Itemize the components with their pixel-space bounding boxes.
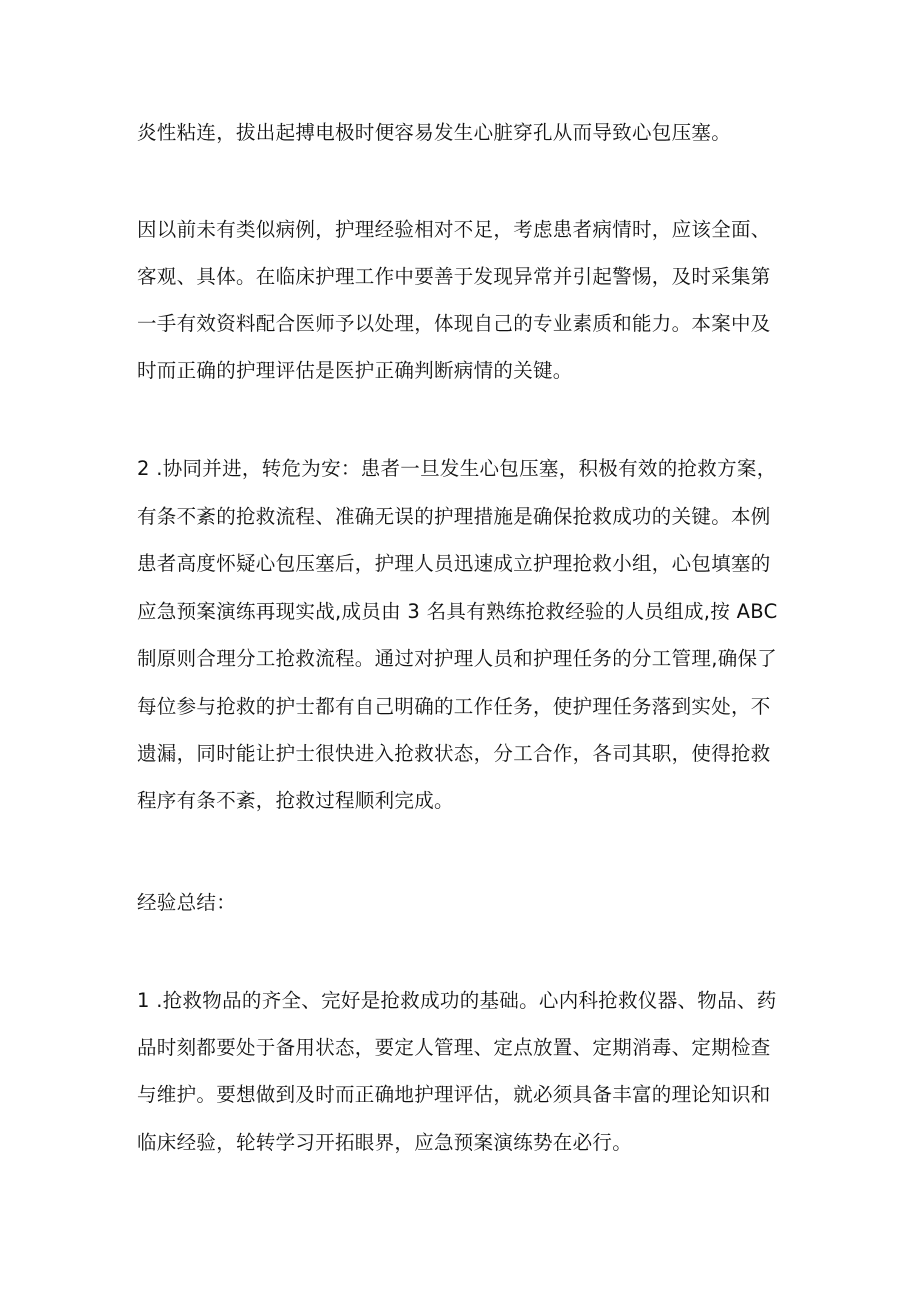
paragraph-1-line-1: 炎性粘连，拔出起搏电极时便容易发生心脏穿孔从而导致心包压塞。 [137,121,732,144]
paragraph-3-line-1: 2 .协同并进，转危为安：患者一旦发生心包压塞，积极有效的抢救方案， [137,457,777,480]
paragraph-2-line-4: 时而正确的护理评估是医护正确判断病情的关键。 [137,359,573,382]
paragraph-2-line-3: 一手有效资料配合医师予以处理，体现自己的专业素质和能力。本案中及 [137,312,771,335]
paragraph-3-line-8: 程序有条不紊，抢救过程顺利完成。 [137,789,454,812]
paragraph-5-line-2: 品时刻都要处于备用状态，要定人管理、定点放置、定期消毒、定期检查 [137,1036,771,1059]
paragraph-3-line-2: 有条不紊的抢救流程、准确无误的护理措施是确保抢救成功的关键。本例 [137,505,771,528]
paragraph-5-line-1: 1 .抢救物品的齐全、完好是抢救成功的基础。心内科抢救仪器、物品、药 [137,989,777,1012]
paragraph-3-line-6: 每位参与抢救的护士都有自己明确的工作任务，使护理任务落到实处，不 [137,695,771,718]
section-heading-summary: 经验总结： [137,891,237,914]
paragraph-3-line-5: 制原则合理分工抢救流程。通过对护理人员和护理任务的分工管理,确保了 [137,647,778,670]
paragraph-5-line-4: 临床经验，轮转学习开拓眼界，应急预案演练势在必行。 [137,1131,633,1154]
paragraph-3-line-3: 患者高度怀疑心包压塞后，护理人员迅速成立护理抢救小组，心包填塞的 [137,552,771,575]
paragraph-5-line-3: 与维护。要想做到及时而正确地护理评估，就必须具备丰富的理论知识和 [137,1083,771,1106]
paragraph-3-line-7: 遗漏，同时能让护士很快进入抢救状态，分工合作，各司其职，使得抢救 [137,742,771,765]
paragraph-2-line-1: 因以前未有类似病例，护理经验相对不足，考虑患者病情时，应该全面、 [137,218,771,241]
paragraph-3-line-4: 应急预案演练再现实战,成员由 3 名具有熟练抢救经验的人员组成,按 ABC [137,600,778,623]
paragraph-2-line-2: 客观、具体。在临床护理工作中要善于发现异常并引起警惕，及时采集第 [137,265,771,288]
